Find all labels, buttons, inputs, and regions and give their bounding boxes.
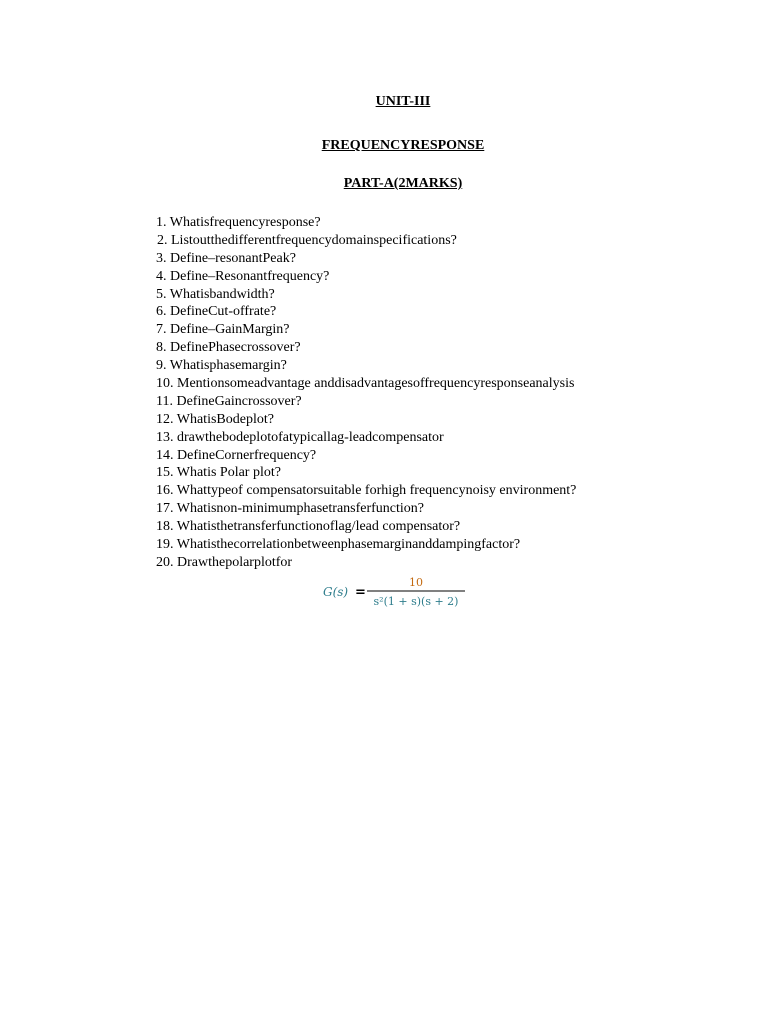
question-item <box>156 429 576 447</box>
question-text: Define–resonantPeak? <box>170 250 296 266</box>
question-item <box>156 375 576 393</box>
question-number: 12. <box>156 411 174 427</box>
question-number: 6. <box>156 304 167 320</box>
question-item <box>156 268 576 286</box>
question-number: 1. <box>156 215 167 230</box>
question-item <box>156 482 576 500</box>
question-list <box>156 214 576 572</box>
question-text: DefineCut-offrate? <box>170 304 277 320</box>
question-text: Listoutthedifferentfrequencydomainspecifications? <box>171 232 457 248</box>
question-number: 5. <box>156 286 167 302</box>
topic-title: FREQUENCYRESPONSE <box>321 138 485 153</box>
question-number: 17. <box>156 501 174 517</box>
question-text: Drawthepolarplotfor <box>177 554 293 570</box>
formula-lhs: G(s) <box>323 585 349 599</box>
question-number: 10. <box>156 376 174 392</box>
question-item <box>156 393 576 411</box>
question-item <box>156 321 576 339</box>
formula-equals: = <box>355 585 366 600</box>
question-number: 14. <box>156 447 174 463</box>
question-number: 13. <box>156 429 174 445</box>
question-text: WhatisBodeplot? <box>176 411 274 427</box>
question-number: 16. <box>156 483 174 499</box>
question-text: Whatisfrequencyresponse? <box>169 215 321 230</box>
question-item <box>156 411 576 429</box>
question-text: Whatisnon-minimumphasetransferfunction? <box>176 501 425 517</box>
question-number: 3. <box>156 250 167 266</box>
formula-numerator: 10 <box>409 576 423 589</box>
question-number: 7. <box>156 322 167 338</box>
question-number: 20. <box>156 554 174 570</box>
question-text: DefinePhasecrossover? <box>170 340 301 356</box>
question-number: 15. <box>156 465 174 481</box>
question-text: Mentionsomeadvantage anddisadvantagesoffrequencyresponseanalysis <box>177 376 575 392</box>
part-title: PART-A(2MARKS) <box>343 176 463 191</box>
question-item <box>156 250 576 268</box>
question-item <box>156 500 576 518</box>
question-number: 4. <box>156 268 167 284</box>
formula-denominator: s²(1 + s)(s + 2) <box>373 595 459 608</box>
question-text: Define–Resonantfrequency? <box>170 268 330 284</box>
question-number: 11. <box>156 393 173 409</box>
question-item <box>156 286 576 304</box>
question-number: 9. <box>156 358 167 374</box>
question-item <box>156 464 576 482</box>
question-text: DefineCornerfrequency? <box>177 447 317 463</box>
question-text: drawthebodeplotofatypicallag-leadcompensator <box>177 429 444 445</box>
question-number: 19. <box>156 537 174 553</box>
question-item <box>156 232 576 250</box>
question-number: 2. <box>157 232 168 248</box>
question-item <box>156 303 576 321</box>
question-text: Whatisphasemargin? <box>169 358 287 374</box>
question-text: Whattypeof compensatorsuitable forhigh frequencynoisy environment? <box>176 483 577 499</box>
question-text: Whatisthecorrelationbetweenphasemarginanddampingfactor? <box>176 537 521 553</box>
question-item <box>156 518 576 536</box>
question-text: Whatisbandwidth? <box>169 286 275 302</box>
question-item <box>156 447 576 465</box>
question-item <box>156 536 576 554</box>
question-number: 8. <box>156 340 167 356</box>
question-text: Whatis Polar plot? <box>176 465 281 481</box>
question-text: DefineGaincrossover? <box>176 393 302 409</box>
question-text: Define–GainMargin? <box>170 322 290 338</box>
question-text: Whatisthetransferfunctionoflag/lead compensator? <box>176 519 461 535</box>
question-item <box>156 357 576 375</box>
question-item <box>156 214 576 232</box>
question-number: 18. <box>156 519 174 535</box>
unit-title: UNIT-III <box>375 94 431 109</box>
question-item <box>156 339 576 357</box>
transfer-function-formula <box>322 574 467 612</box>
question-item <box>156 554 576 572</box>
